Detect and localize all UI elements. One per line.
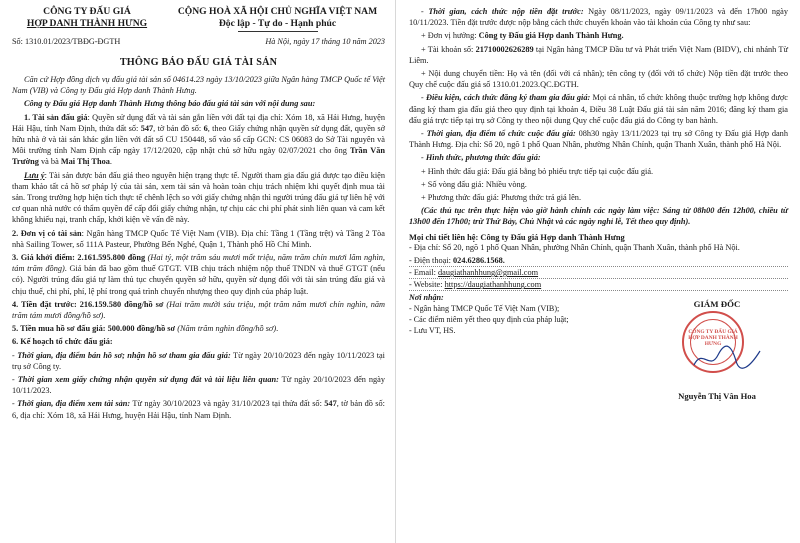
handwritten-signature-icon	[692, 343, 762, 373]
org-name-line2: HỢP DANH THÀNH HƯNG	[26, 18, 148, 29]
phone-label: - Điện thoại:	[409, 255, 454, 265]
s6b-heading: - Thời gian xem giấy chứng nhận quyền sử dụng đất và tài liệu liên quan:	[12, 375, 279, 385]
office-hours-note: (Các thủ tục trên thực hiện vào giờ hành chính các ngày làm việc: Sáng từ 08h00 đến 12h00, chiều từ 13h00 đến 17h00; trừ Thứ Bảy, Chủ Nhật và các ngày nghỉ lễ, Tết theo quy định).	[409, 206, 788, 227]
page-left	[0, 0, 396, 543]
account-bank: tại Ngân hàng TMCP Đầu tư và Phát triển Việt Nam (BIDV), chi nhánh Từ Liêm.	[409, 44, 788, 65]
section-5-words: (Năm trăm nghìn đồng/hồ sơ)	[175, 324, 277, 334]
beneficiary-label: + Đơn vị hưởng:	[421, 31, 479, 41]
section-4-end: .	[103, 311, 106, 321]
place-date: Hà Nội, ngày 17 tháng 10 năm 2023	[265, 37, 385, 46]
recipients-title: Nơi nhận:	[409, 293, 444, 303]
s6c-text-b: , tờ bản đồ số: 6, địa chỉ: Xóm 18, xã Hải Hưng, huyện Hải Hậu, tỉnh Nam Định.	[12, 399, 385, 420]
contact-title: Mọi chi tiết liên hệ: Công ty Đấu giá Hợp danh Thành Hưng	[409, 232, 625, 242]
section-2-heading: 2. Đơn vị có tài sản	[12, 228, 82, 238]
s6-document-viewing	[12, 374, 385, 396]
section-1-heading: 1. Tài sản đấu giá	[24, 112, 88, 122]
s1-text-d: và bà	[38, 157, 61, 167]
registration-heading: - Điều kiện, cách thức đăng ký tham gia đấu giá:	[421, 93, 591, 103]
registration-conditions	[409, 92, 788, 126]
director-title: GIÁM ĐỐC	[693, 299, 741, 310]
section-4-words: (Hai trăm mười sáu triệu, một trăm năm mươi chín nghìn, năm trăm tám mươi đồng/hồ sơ)	[12, 299, 385, 321]
org-name-line1: CÔNG TY ĐẤU GIÁ	[43, 6, 131, 17]
document-header	[12, 6, 385, 32]
contact-website-row	[409, 279, 788, 291]
auction-time-heading: - Thời gian, địa điểm tổ chức cuộc đấu giá:	[421, 129, 576, 139]
section-3-text: . Giá bán đã bao gồm thuế GTGT. VIB chịu trách nhiệm nộp thuế TNDN và thuế GTGT (nếu có). Người trúng đấu giá tự làm thủ tục chuyển quyền sở hữu, quyền sử dụng đối với tài sản trúng đấu giá và chịu thuế, chi phí, phí, lệ phí trong quá trình chuyển nhượng theo quy định của pháp luật.	[12, 264, 385, 296]
section-5-heading: 5. Tiền mua hồ sơ đấu giá: 500.000 đồng/hồ sơ	[12, 324, 176, 334]
section-3-heading: 3. Giá khởi điểm: 2.161.595.800 đồng	[12, 253, 146, 263]
auction-form-3: + Phương thức đấu giá: Phương thức trả giá lên.	[421, 193, 582, 203]
organization-block	[12, 6, 162, 32]
signature-area	[409, 293, 788, 405]
motto: Độc lập - Tự do - Hạnh phúc	[218, 18, 337, 29]
auction-form-heading: - Hình thức, phương thức đấu giá:	[421, 153, 541, 163]
account-number: 21710002626289	[475, 44, 534, 54]
s1-owner-2: Mai Thị Thoa	[60, 157, 110, 167]
s1-parcel-number: 547	[140, 123, 154, 133]
website-label: - Website:	[409, 280, 445, 290]
s6c-text-a: Từ ngày 30/10/2023 và ngày 31/10/2023 tại thửa đất số:	[130, 399, 325, 409]
nation-block	[170, 6, 385, 32]
stamp-text: CÔNG TY ĐẤU GIÁ HỢP DANH THÀNH HƯNG	[688, 329, 738, 348]
phone-number[interactable]: 024.6286.1568.	[453, 255, 505, 265]
transfer-content: + Nội dung chuyển tiền: Họ và tên (đối với cá nhân); tên công ty (đối với tổ chức) Nộp tiền đặt trước theo Quy chế cuộc đấu giá số 1310.01.2023.QC.ĐGTH.	[409, 69, 788, 90]
legal-basis: Căn cứ Hợp đồng dịch vụ đấu giá tài sản số 04614.23 ngày 13/10/2023 giữa Ngân hàng TMCP Quốc tế Việt Nam (VIB) và Công ty Đấu giá Hợp danh Thành Hưng.	[12, 75, 385, 96]
s1-map-number: 6	[203, 123, 208, 133]
s1-text-a: : Quyền sử dụng đất và tài sản gắn liền với đất tại địa chỉ: Xóm 18, xã Hải Hưng, huyện Hải Hậu, tỉnh Nam Định, thửa đất số:	[12, 112, 385, 133]
nation-name: CỘNG HOÀ XÃ HỘI CHỦ NGHĨA VIỆT NAM	[177, 6, 378, 17]
s6c-heading: - Thời gian, địa điểm xem tài sản:	[12, 399, 131, 409]
s1-text-c: , theo Giấy chứng nhận quyền sử dụng đất, quyền sở hữu nhà ở và tài sản khác gắn liền với đất số CU 150448, số vào sổ cấp GCN: CS 06083 do Sở Tài nguyên và Môi trường tỉnh Nam Định cấp ngày 17/12/2020, cập nhật chủ sở hữu ngày 02/07/2021 cho ông	[12, 123, 385, 156]
bank-account	[409, 44, 788, 66]
contact-email-row	[409, 267, 788, 279]
email-label: - Email:	[409, 268, 439, 278]
signer-name: Nguyễn Thị Vân Hoa	[678, 391, 756, 402]
website-link[interactable]: https://daugiathanhhung.com	[444, 280, 542, 290]
recipients-block	[409, 293, 639, 336]
s6-asset-viewing	[12, 398, 385, 420]
section-3-words: (Hai tỷ, một trăm sáu mươi mốt triệu, năm trăm chín mươi lăm nghìn, tám trăm đồng)	[12, 253, 385, 274]
auction-time-place	[409, 128, 788, 150]
auction-form-1: + Hình thức đấu giá: Đấu giá bằng bỏ phiếu trực tiếp tại cuộc đấu giá.	[421, 166, 654, 176]
deposit-text: Ngày 08/11/2023, ngày 09/11/2023 và đến 17h00 ngày 10/11/2023. Tiền đặt trước được nộp bằng cách thức chuyển khoản vào tài khoản của Công ty như sau:	[409, 7, 788, 28]
beneficiary-value: Công ty Đấu giá Hợp danh Thành Hưng.	[478, 31, 624, 41]
section-3-starting-price	[12, 252, 385, 297]
note-text: : Tài sản được bán đấu giá theo nguyên hiện trạng thực tế. Người tham gia đấu giá được tạo điều kiện tham khảo tất cả hồ sơ pháp lý của tài sản, xem tài sản và hoàn toàn chịu trách nhiệm khi quyết định mua tài sản. Trong trường hợp hiện tích thực tế chênh lệch so với giấy chứng nhận thì người trúng đấu giá tự liên hệ với cơ quan nhà nước có thẩm quyền để cấp đổi giấy chứng nhận, tự chịu các chi phí phát sinh liên quan và cam kết không khiếu nại, tranh chấp, khởi kiện về vấn đề này.	[12, 170, 385, 225]
note-heading: Lưu ý	[24, 170, 45, 180]
deposit-heading: - Thời gian, cách thức nộp tiền đặt trước:	[421, 7, 584, 16]
s1-text-b: , tờ bản đồ số:	[153, 123, 204, 133]
recipient-2: - Các điểm niêm yết theo quy định của pháp luật;	[409, 315, 569, 325]
document-title: THÔNG BÁO ĐẤU GIÁ TÀI SẢN	[119, 57, 278, 68]
section-2-owner	[12, 228, 385, 250]
contact-address: - Địa chỉ: Số 20, ngõ 1 phố Quan Nhân, phường Nhân Chính, quận Thanh Xuân, thành phố Hà Nội.	[409, 242, 740, 252]
auction-time-text: 08h30 ngày 13/11/2023 tại trụ sở Công ty Đấu giá Hợp danh Thành Hưng. Địa chỉ: Số 20, ngõ 1 phố Quan Nhân, phường Nhân Chính, quận Thanh Xuân, thành phố Hà Nội.	[409, 129, 788, 150]
email-link[interactable]: daugiathanhhung@gmail.com	[438, 268, 539, 278]
intro-paragraph: Công ty Đấu giá Hợp danh Thành Hưng thông báo đấu giá tài sản với nội dung sau:	[24, 99, 316, 109]
deposit-method	[409, 6, 788, 28]
section-5-end: .	[276, 324, 279, 334]
s6a-heading: - Thời gian, địa điểm bán hồ sơ; nhận hồ sơ tham gia đấu giá:	[12, 350, 231, 360]
recipient-1: - Ngân hàng TMCP Quốc Tế Việt Nam (VIB);	[409, 304, 560, 314]
s6b-text: Từ ngày 20/10/2023 đến ngày 10/11/2023.	[12, 375, 385, 396]
section-4-heading: 4. Tiền đặt trước: 216.159.580 đồng/hồ sơ	[12, 299, 164, 309]
signature-block	[652, 299, 782, 402]
contact-phone-row	[409, 255, 788, 267]
account-label: + Tài khoản số:	[421, 44, 476, 54]
s1-text-e: .	[109, 157, 112, 167]
section-4-deposit	[12, 299, 385, 321]
section-2-text: : Ngân hàng TMCP Quốc Tế Việt Nam (VIB). Địa chỉ: Tầng 1 (Tầng trệt) và Tầng 2 Tòa nhà Sailing Tower, số 111A Pasteur, Phường Bến Nghé, Quận 1, Thành phố Hồ Chí Minh.	[12, 228, 385, 249]
auction-form-2: + Số vòng đấu giá: Nhiều vòng.	[421, 179, 527, 189]
section-5-file-fee	[12, 323, 385, 334]
motto-underline	[238, 31, 318, 32]
registration-text: Mọi cá nhân, tổ chức không thuộc trường hợp không được đăng ký tham gia đấu giá theo quy định tại khoản 4, Điều 38 Luật Đấu giá tài sản năm 2016; đăng ký tham gia đấu giá trực tiếp tại trụ sở Công ty theo nội dung Quy chế cuộc đấu giá do Công ty ban hành.	[409, 93, 788, 125]
page-right	[397, 0, 800, 543]
s6a-text: Từ ngày 20/10/2023 đến ngày 10/11/2023 tại trụ sở Công ty.	[12, 350, 385, 371]
doc-meta	[12, 37, 385, 46]
recipient-3: - Lưu VT, HS.	[409, 325, 456, 335]
section-6-heading: 6. Kế hoạch tổ chức đấu giá:	[12, 337, 113, 347]
bank-beneficiary	[409, 30, 788, 41]
s1-owner-1: Trần Văn Trường	[12, 146, 385, 167]
note-paragraph	[12, 170, 385, 226]
section-1-asset	[12, 112, 385, 168]
s6c-parcel: 547	[324, 399, 337, 409]
doc-number: Số: 1310.01/2023/TBĐG-ĐGTH	[12, 37, 121, 46]
s6-file-sale	[12, 350, 385, 372]
